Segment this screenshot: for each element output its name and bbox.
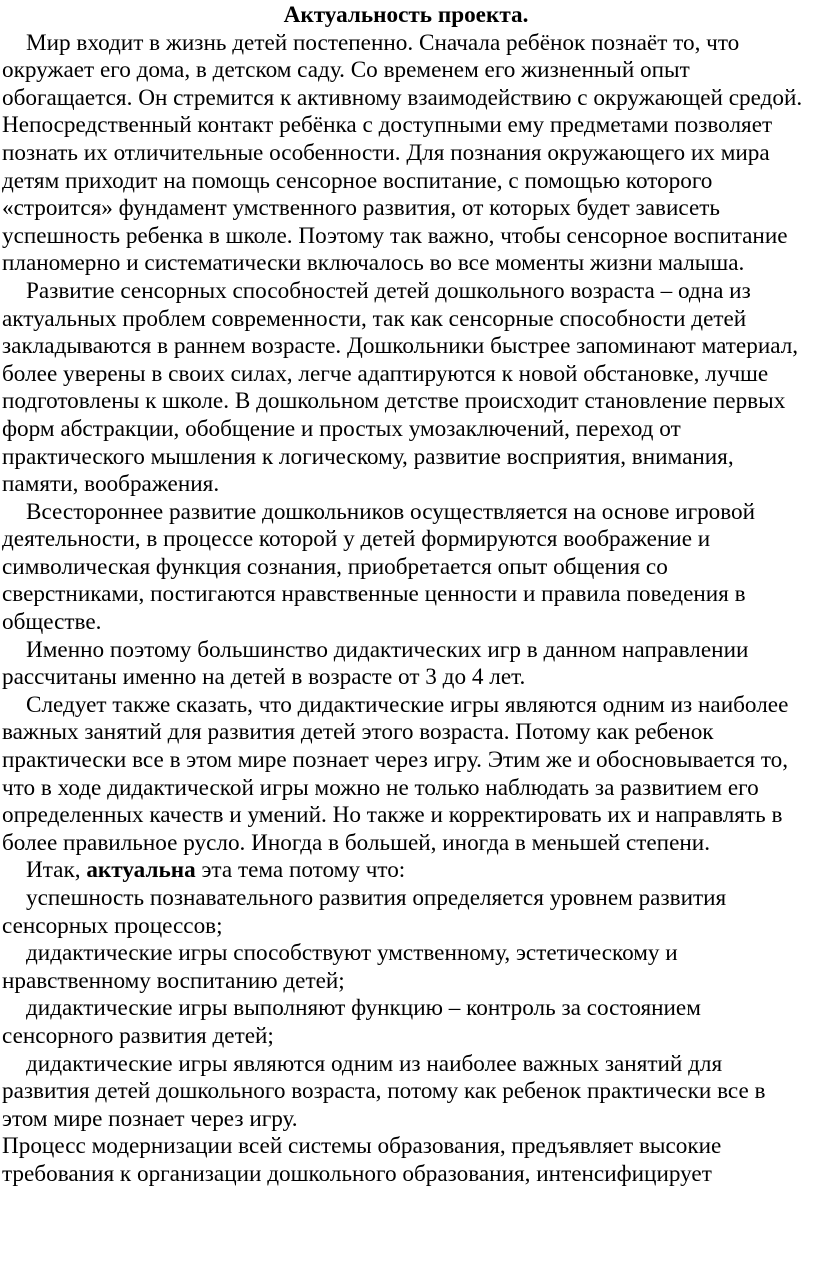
- reason-item: дидактические игры выполняют функцию – контроль за состоянием сенсорного развития детей;: [2, 995, 701, 1049]
- relevance-prefix: Итак,: [26, 857, 87, 884]
- relevance-suffix: эта тема потому что:: [195, 857, 406, 884]
- relevance-bold-word: актуальна: [86, 857, 196, 884]
- reason-item: успешность познавательного развития определяется уровнем развития сенсорных процессов;: [2, 885, 727, 939]
- document-title: Актуальность проекта.: [283, 2, 529, 28]
- paragraph: Мир входит в жизнь детей постепенно. Сначала ребёнок познаёт то, что окружает его дома, в детском саду. Со временем его жизненный опыт обогащается. Он стремится к активному взаимодействию с окружающей средой. Непосредственный контакт ребёнка с доступными ему предметами позволяет познать их отличительные особенности. Для познания окружающего их мира детям приходит на помощь сенсорное воспитание, с помощью которого «строится» фундамент умственного развития, от которых будет зависеть успешность ребенка в школе. Поэтому так важно, чтобы сенсорное воспитание планомерно и систематически включалось во все моменты жизни малыша.: [2, 29, 803, 277]
- paragraph: Именно поэтому большинство дидактических игр в данном направлении рассчитаны именно на детей в возрасте от 3 до 4 лет.: [2, 636, 749, 691]
- reason-item: дидактические игры способствуют умственному, эстетическому и нравственному воспитанию детей;: [2, 940, 678, 994]
- reason-item: дидактические игры являются одним из наиболее важных занятий для развития детей дошкольного возраста, потому как ребенок практически все в этом мире познает через игру.: [2, 1050, 766, 1132]
- closing-paragraph: Процесс модернизации всей системы образования, предъявляет высокие требования к организации дошкольного образования, интенсифицирует: [2, 1133, 722, 1187]
- paragraph: Следует также сказать, что дидактические игры являются одним из наиболее важных занятий для развития детей этого возраста. Потому как ребенок практически все в этом мире познает через игру. Этим же и обосновывается то, что в ходе дидактической игры можно не только наблюдать за развитием его определенных качеств и умений. Но также и корректировать их и направлять в более правильное русло. Иногда в большей, иногда в меньшей степени.: [2, 691, 789, 856]
- paragraph: Всестороннее развитие дошкольников осуществляется на основе игровой деятельности, в процессе которой у детей формируются воображение и символическая функция сознания, приобретается опыт общения со сверстниками, постигаются нравственные ценности и правила поведения в обществе.: [2, 498, 756, 636]
- paragraph: Развитие сенсорных способностей детей дошкольного возраста – одна из актуальных проблем современности, так как сенсорные способности детей закладываются в раннем возрасте. Дошкольники быстрее запоминают материал, более уверены в своих силах, легче адаптируются к новой обстановке, лучше подготовлены к школе. В дошкольном детстве происходит становление первых форм абстракции, обобщение и простых умозаключений, переход от практического мышления к логическому, развитие восприятия, внимания, памяти, воображения.: [2, 277, 799, 498]
- relevance-intro: [2, 857, 810, 885]
- document-body: [2, 2, 810, 1189]
